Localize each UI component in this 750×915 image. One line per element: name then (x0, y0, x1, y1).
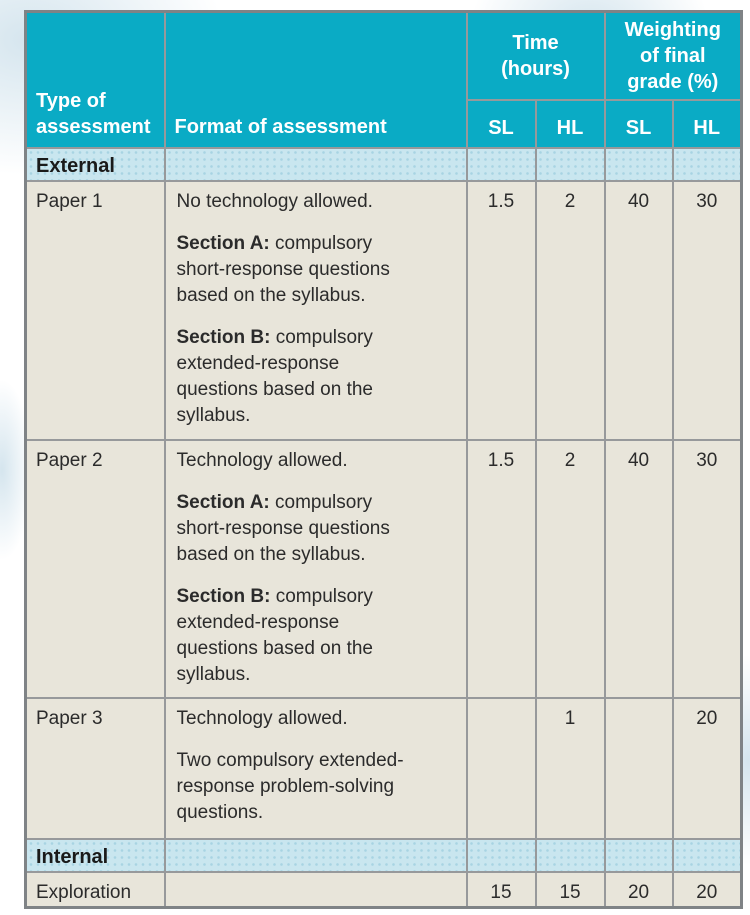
weighting-hl-cell: 20 (673, 872, 742, 908)
weighting-hl-cell: 20 (673, 698, 742, 839)
format-cell (165, 181, 467, 440)
empty-cell (536, 148, 605, 181)
empty-cell (467, 148, 536, 181)
header-weighting-line: grade (%) (627, 71, 719, 93)
weighting-sl-cell: 40 (605, 440, 673, 698)
subheader-weighting-hl: HL (673, 100, 742, 148)
paper-name-cell: Paper 2 (26, 440, 165, 698)
header-time-hours-group (467, 12, 605, 101)
format-paragraph: Section A: compulsory short-response questions based on the syllabus. (176, 492, 390, 565)
format-paragraph: Two compulsory extended-response problem-solving questions. (176, 750, 404, 823)
format-paragraph: Technology allowed. (176, 708, 348, 729)
time-hl-cell: 2 (536, 440, 605, 698)
header-time-line: (hours) (501, 58, 570, 80)
format-paragraph: Section B: compulsory extended-response questions based on the syllabus. (176, 327, 373, 426)
empty-cell (165, 839, 467, 872)
section-label: Internal (26, 839, 165, 872)
format-paragraph: Section B: compulsory extended-response questions based on the syllabus. (176, 586, 373, 685)
subheader-time-sl: SL (467, 100, 536, 148)
weighting-hl-cell: 30 (673, 440, 742, 698)
header-weighting-line: Weighting (624, 19, 721, 41)
table-header (26, 12, 742, 149)
section-row-internal (26, 839, 742, 872)
header-weighting-group (605, 12, 742, 101)
paper-name-cell: Exploration (26, 872, 165, 908)
time-sl-cell: 1.5 (467, 440, 536, 698)
paper-name-cell: Paper 3 (26, 698, 165, 839)
format-paragraph: Section A: compulsory short-response questions based on the syllabus. (176, 233, 390, 306)
header-format-of-assessment: Format of assessment (165, 12, 467, 149)
format-cell (165, 698, 467, 839)
empty-cell (673, 839, 742, 872)
table-row-exploration (26, 872, 742, 908)
format-cell (165, 872, 467, 908)
format-cell (165, 440, 467, 698)
table-row-paper-3 (26, 698, 742, 839)
weighting-hl-cell: 30 (673, 181, 742, 440)
section-row-external (26, 148, 742, 181)
table-row-paper-1 (26, 181, 742, 440)
empty-cell (605, 839, 673, 872)
assessment-table (24, 10, 743, 909)
empty-cell (165, 148, 467, 181)
subheader-weighting-sl: SL (605, 100, 673, 148)
empty-cell (536, 839, 605, 872)
time-hl-cell: 2 (536, 181, 605, 440)
header-weighting-line: of final (639, 45, 706, 67)
time-hl-cell: 1 (536, 698, 605, 839)
empty-cell (673, 148, 742, 181)
table-row-paper-2 (26, 440, 742, 698)
time-sl-cell: 1.5 (467, 181, 536, 440)
time-sl-cell: 15 (467, 872, 536, 908)
paper-name-cell: Paper 1 (26, 181, 165, 440)
header-type-of-assessment: Type of assessment (26, 12, 165, 149)
time-hl-cell: 15 (536, 872, 605, 908)
weighting-sl-cell (605, 698, 673, 839)
weighting-sl-cell: 40 (605, 181, 673, 440)
empty-cell (467, 839, 536, 872)
subheader-time-hl: HL (536, 100, 605, 148)
time-sl-cell (467, 698, 536, 839)
format-paragraph: Technology allowed. (176, 450, 348, 471)
format-paragraph: No technology allowed. (176, 191, 373, 212)
header-time-line: Time (512, 32, 559, 54)
empty-cell (605, 148, 673, 181)
section-label: External (26, 148, 165, 181)
weighting-sl-cell: 20 (605, 872, 673, 908)
